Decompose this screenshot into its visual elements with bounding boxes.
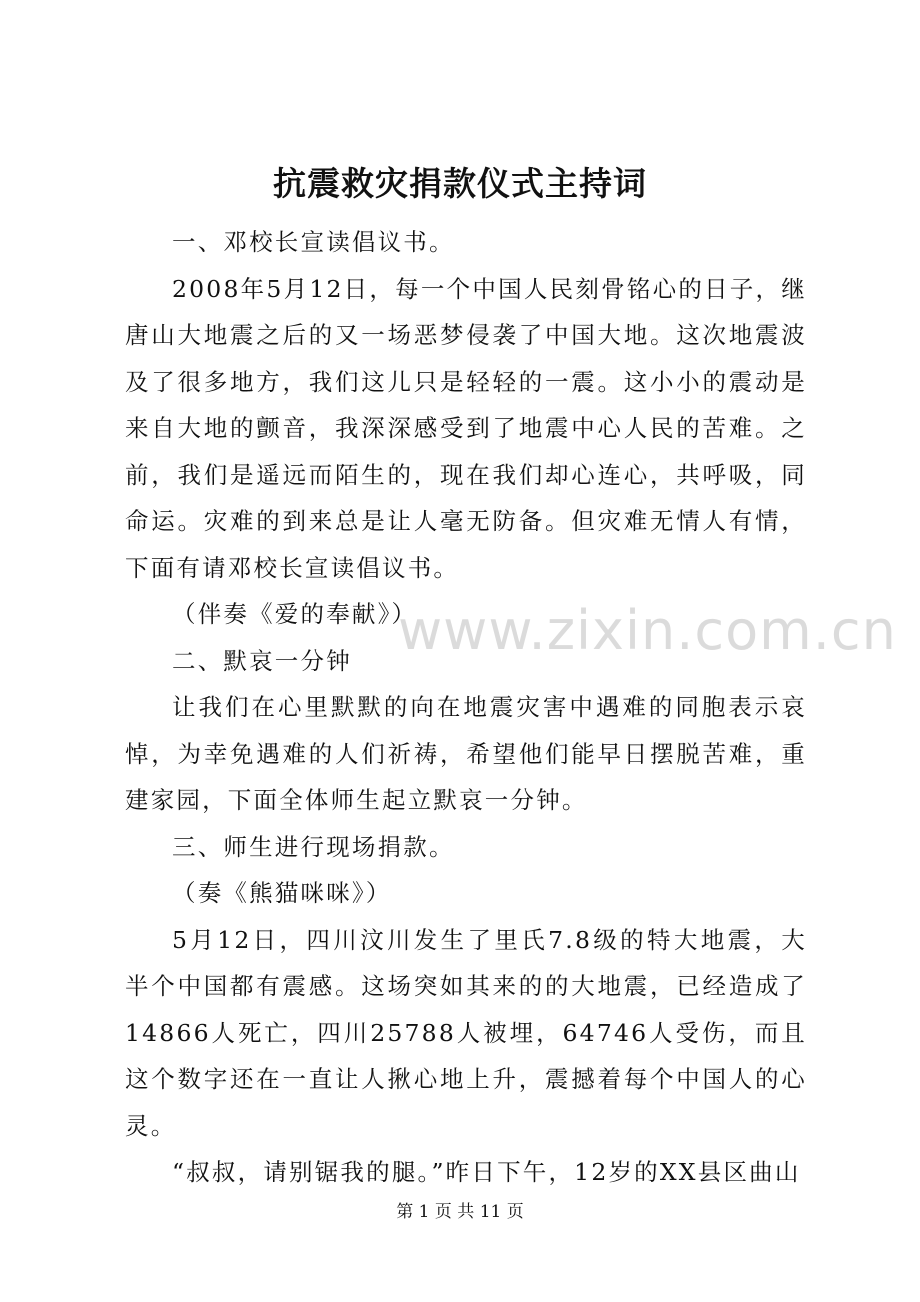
paragraph-earthquake-facts: 5月12日，四川汶川发生了里氏7.8级的特大地震，大半个中国都有震感。这场突如其来的的大地震，已经造成了14866人死亡，四川25788人被埋，64746人受伤，而且这个数字还在一直让人揪心地上升，震撼着每个中国人的心灵。 [125, 925, 807, 1140]
document-title: 抗震救灾捐款仪式主持词 [273, 164, 647, 203]
paragraph-section-3-heading: 三、师生进行现场捐款。 [172, 832, 455, 861]
paragraph-section-2-heading: 二、默哀一分钟 [172, 646, 352, 675]
paragraph-silence: 让我们在心里默默的向在地震灾害中遇难的同胞表示哀悼，为幸免遇难的人们祈祷，希望他们能早日摆脱苦难，重建家园，下面全体师生起立默哀一分钟。 [125, 693, 807, 814]
watermark: www.zixin.com.cn [398, 599, 897, 662]
paragraph-intro: 2008年5月12日，每一个中国人民刻骨铭心的日子，继唐山大地震之后的又一场恶梦侵袭了中国大地。这次地震波及了很多地方，我们这儿只是轻轻的一震。这小小的震动是来自大地的颤音，我深深感受到了地震中心人民的苦难。之前，我们是遥远而陌生的，现在我们却心连心，共呼吸，同命运。灾难的到来总是让人毫无防备。但灾难无情人有情，下面有请邓校长宣读倡议书。 [125, 274, 807, 582]
paragraph-music-note-2: （奏《熊猫咪咪》） [172, 879, 392, 907]
paragraph-quote: “叔叔，请别锯我的腿。”昨日下午，12岁的XX县区曲山 [172, 1158, 801, 1186]
paragraph-music-note-1: （伴奏《爱的奉献》） [172, 600, 418, 628]
paragraph-section-1-heading: 一、邓校长宣读倡议书。 [172, 228, 455, 256]
document-body [125, 219, 807, 1196]
page-footer: 第 1 页 共 11 页 [396, 1202, 524, 1222]
